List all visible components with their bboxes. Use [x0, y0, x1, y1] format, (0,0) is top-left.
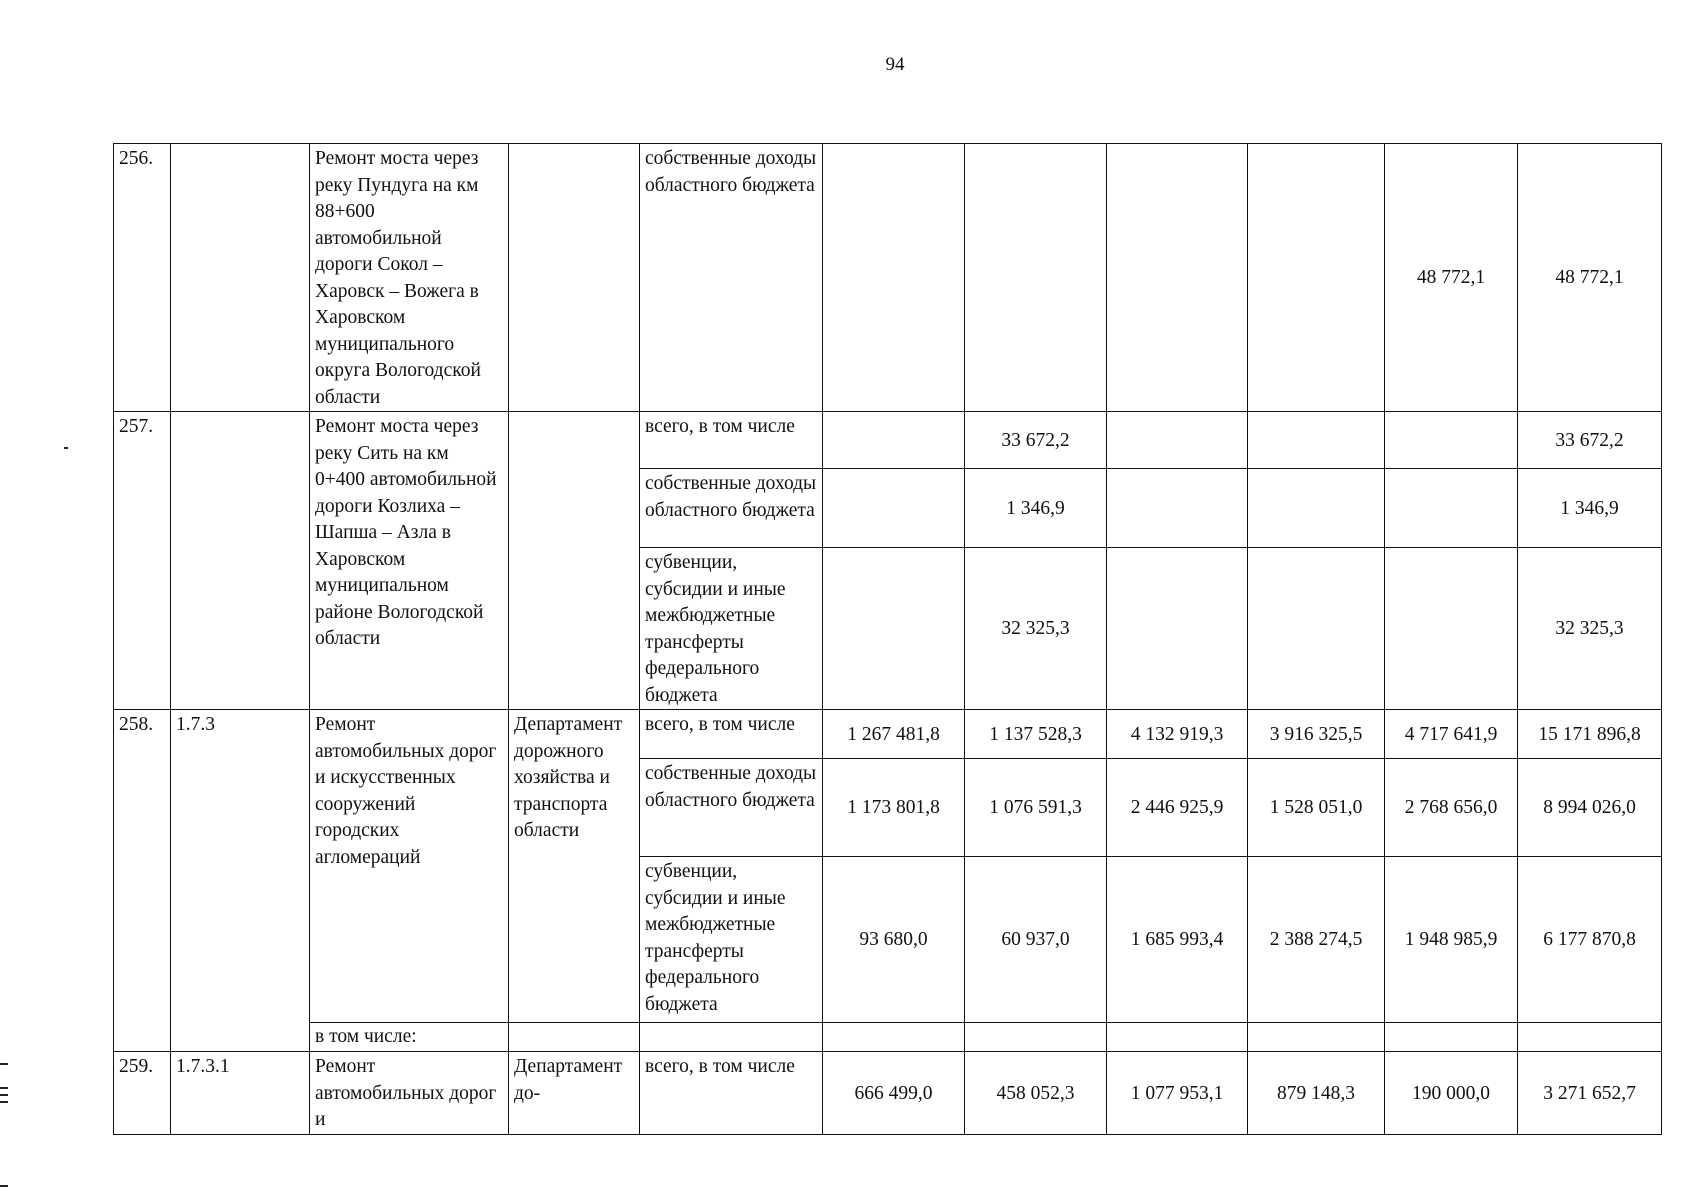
value-cell	[1385, 548, 1518, 710]
value-cell	[965, 144, 1107, 412]
total-cell: 33 672,2	[1518, 412, 1662, 469]
value-cell: 1 137 528,3	[965, 710, 1107, 759]
value-cell	[823, 412, 965, 469]
value-cell: 1 267 481,8	[823, 710, 965, 759]
budget-table	[113, 143, 1662, 1135]
value-cell	[1385, 412, 1518, 469]
value-cell	[823, 144, 965, 412]
value-cell: 1 173 801,8	[823, 759, 965, 857]
value-cell: 190 000,0	[1385, 1052, 1518, 1135]
value-cell: 2 388 274,5	[1248, 857, 1385, 1023]
value-cell: 1 685 993,4	[1107, 857, 1248, 1023]
table-row-259	[114, 1052, 1662, 1135]
value-cell: 1 528 051,0	[1248, 759, 1385, 857]
scan-mark	[0, 1101, 8, 1103]
value-cell	[1107, 548, 1248, 710]
value-cell: 60 937,0	[965, 857, 1107, 1023]
value-cell: 93 680,0	[823, 857, 965, 1023]
table-row-258	[114, 710, 1662, 759]
value-cell	[1107, 469, 1248, 548]
total-cell: 3 271 652,7	[1518, 1052, 1662, 1135]
row-code: 1.7.3.1	[171, 1052, 310, 1135]
value-cell	[823, 548, 965, 710]
including-label: в том числе:	[310, 1023, 509, 1052]
scan-mark	[0, 1185, 8, 1187]
value-cell: 1 076 591,3	[965, 759, 1107, 857]
value-cell	[1385, 1023, 1518, 1052]
value-cell	[823, 469, 965, 548]
executor	[509, 144, 640, 412]
row-code	[171, 412, 310, 710]
row-code	[171, 144, 310, 412]
funding-source: субвенции, субсидии и иные межбюджетные трансферты федерального бюджета	[640, 548, 823, 710]
table-row-257	[114, 412, 1662, 469]
value-cell: 33 672,2	[965, 412, 1107, 469]
value-cell	[1385, 469, 1518, 548]
value-cell: 4 717 641,9	[1385, 710, 1518, 759]
value-cell: 879 148,3	[1248, 1052, 1385, 1135]
measure-name: Ремонт автомобильных дорог и	[310, 1052, 509, 1135]
value-cell: 2 768 656,0	[1385, 759, 1518, 857]
measure-name: Ремонт моста через реку Сить на км 0+400 автомобильной дороги Козлиха – Шапша – Азла в Харовском муниципальном районе Вологодской области	[310, 412, 509, 710]
funding-source	[640, 1023, 823, 1052]
row-number: 257.	[114, 412, 171, 710]
total-cell: 8 994 026,0	[1518, 759, 1662, 857]
scan-mark	[64, 447, 68, 449]
value-cell: 666 499,0	[823, 1052, 965, 1135]
executor	[509, 412, 640, 710]
total-cell: 6 177 870,8	[1518, 857, 1662, 1023]
row-code: 1.7.3	[171, 710, 310, 1052]
funding-source: всего, в том числе	[640, 710, 823, 759]
value-cell	[1248, 412, 1385, 469]
value-cell	[1248, 469, 1385, 548]
value-cell: 458 052,3	[965, 1052, 1107, 1135]
executor: Департамент до-	[509, 1052, 640, 1135]
value-cell	[965, 1023, 1107, 1052]
row-number: 258.	[114, 710, 171, 1052]
value-cell	[1107, 412, 1248, 469]
funding-source: субвенции, субсидии и иные межбюджетные трансферты федерального бюджета	[640, 857, 823, 1023]
funding-source: собственные доходы областного бюджета	[640, 144, 823, 412]
scan-mark	[0, 1094, 8, 1096]
measure-name: Ремонт моста через реку Пундуга на км 88+600 автомобильной дороги Сокол – Харовск – Вожега в Харовском муниципального округа Вологодской области	[310, 144, 509, 412]
row-number: 259.	[114, 1052, 171, 1135]
scan-mark	[0, 1087, 8, 1089]
value-cell: 1 948 985,9	[1385, 857, 1518, 1023]
total-cell: 1 346,9	[1518, 469, 1662, 548]
value-cell	[1248, 548, 1385, 710]
row-number: 256.	[114, 144, 171, 412]
executor: Департамент дорожного хозяйства и транспорта области	[509, 710, 640, 1023]
value-cell	[1107, 1023, 1248, 1052]
total-cell: 32 325,3	[1518, 548, 1662, 710]
value-cell	[823, 1023, 965, 1052]
funding-source: собственные доходы областного бюджета	[640, 469, 823, 548]
value-cell: 48 772,1	[1385, 144, 1518, 412]
value-cell: 4 132 919,3	[1107, 710, 1248, 759]
table-row-258-including	[114, 1023, 1662, 1052]
page-number: 94	[885, 54, 905, 75]
measure-name: Ремонт автомобильных дорог и искусственных сооружений городских агломераций	[310, 710, 509, 1023]
value-cell	[1248, 144, 1385, 412]
total-cell: 48 772,1	[1518, 144, 1662, 412]
funding-source: всего, в том числе	[640, 412, 823, 469]
table-row-256	[114, 144, 1662, 412]
value-cell	[1107, 144, 1248, 412]
executor	[509, 1023, 640, 1052]
scan-mark	[0, 1063, 8, 1065]
total-cell	[1518, 1023, 1662, 1052]
value-cell: 2 446 925,9	[1107, 759, 1248, 857]
funding-source: собственные доходы областного бюджета	[640, 759, 823, 857]
value-cell: 3 916 325,5	[1248, 710, 1385, 759]
value-cell: 32 325,3	[965, 548, 1107, 710]
value-cell: 1 346,9	[965, 469, 1107, 548]
value-cell	[1248, 1023, 1385, 1052]
funding-source: всего, в том числе	[640, 1052, 823, 1135]
total-cell: 15 171 896,8	[1518, 710, 1662, 759]
value-cell: 1 077 953,1	[1107, 1052, 1248, 1135]
